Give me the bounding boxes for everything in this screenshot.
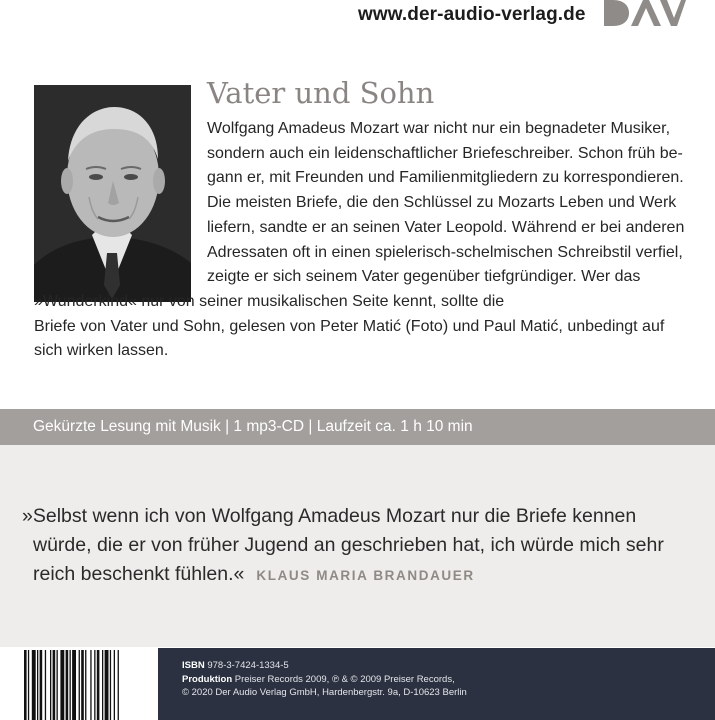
barcode-bar	[118, 650, 119, 720]
quote-line-last	[33, 563, 475, 586]
barcode-bar	[94, 650, 95, 720]
isbn-value: 978-3-7424-1334-5	[207, 660, 289, 671]
barcode-bar	[97, 650, 100, 720]
quote-line: reich beschenkt fühlen.«	[33, 563, 245, 585]
barcode-bar	[45, 650, 46, 720]
barcode-bar	[90, 650, 91, 720]
barcode-bar	[102, 650, 103, 720]
isbn-label: ISBN	[182, 660, 205, 671]
dav-logo	[604, 0, 686, 26]
portrait-photo	[34, 85, 191, 302]
body-line: sich wirken lassen.	[34, 342, 169, 360]
body-line: Die meisten Briefe, die den Schlüssel zu Mozarts Leben und Werk	[207, 194, 677, 212]
barcode	[24, 650, 147, 720]
barcode-bar	[28, 650, 29, 720]
barcode-bar	[70, 650, 71, 720]
body-line: Briefe von Vater und Sohn, gelesen von Peter Matić (Foto) und Paul Matić, unbedingt auf	[34, 317, 665, 335]
article-title: Vater und Sohn	[207, 76, 435, 110]
body-line: »Wunderkind« nur von seiner musikalischen Seite kennt, sollte die	[34, 292, 505, 310]
barcode-bar	[110, 650, 111, 720]
body-line: gann er, mit Freunden und Familienmitgliedern zu korrespondieren.	[207, 169, 684, 187]
website-url[interactable]: www.der-audio-verlag.de	[358, 4, 586, 25]
barcode-bar	[114, 650, 115, 720]
info-band	[0, 409, 715, 445]
quote-author: KLAUS MARIA BRANDAUER	[256, 568, 475, 583]
body-line: zeigte er sich seinem Vater gegenüber tiefgründiger. Wer das	[207, 268, 641, 286]
production-label: Produktion	[182, 673, 233, 685]
quote-line: »Selbst wenn ich von Wolfgang Amadeus Mozart nur die Briefe kennen	[22, 505, 637, 527]
barcode-bar	[37, 650, 38, 720]
barcode-bar	[81, 650, 84, 720]
barcode-bar	[105, 650, 109, 720]
barcode-bar	[79, 650, 80, 720]
barcode-bar	[50, 650, 51, 720]
footer-imprint	[158, 648, 715, 720]
copyright-line: © 2020 Der Audio Verlag GmbH, Hardenbergstr. 9a, D-10623 Berlin	[182, 687, 467, 698]
barcode-bar	[24, 650, 27, 720]
product-info: Gekürzte Lesung mit Musik | 1 mp3-CD | Laufzeit ca. 1 h 10 min	[33, 418, 473, 435]
production-value: Preiser Records 2009, ℗ & © 2009 Preiser Records,	[234, 673, 455, 685]
barcode-bar	[66, 650, 69, 720]
barcode-bar	[57, 650, 58, 720]
body-line: Adressaten oft in einen spielerisch-schelmischen Schreibstil verfiel,	[207, 243, 683, 261]
quote-section	[0, 445, 715, 647]
body-line: liefern, sandte er an seinen Vater Leopold. Während er bei anderen	[207, 218, 685, 236]
barcode-bar	[72, 650, 76, 720]
barcode-bar	[60, 650, 64, 720]
imprint-text	[182, 659, 467, 700]
barcode-bar	[85, 650, 86, 720]
body-line: sondern auch ein leidenschaftlicher Briefeschreiber. Schon früh be-	[207, 144, 683, 162]
quote-line: würde, die er von früher Jugend an geschrieben hat, ich würde mich sehr	[33, 534, 664, 556]
barcode-bar	[32, 650, 36, 720]
body-line: Wolfgang Amadeus Mozart war nicht nur ein begnadeter Musiker,	[207, 120, 671, 137]
barcode-bar	[53, 650, 56, 720]
barcode-bar	[40, 650, 43, 720]
